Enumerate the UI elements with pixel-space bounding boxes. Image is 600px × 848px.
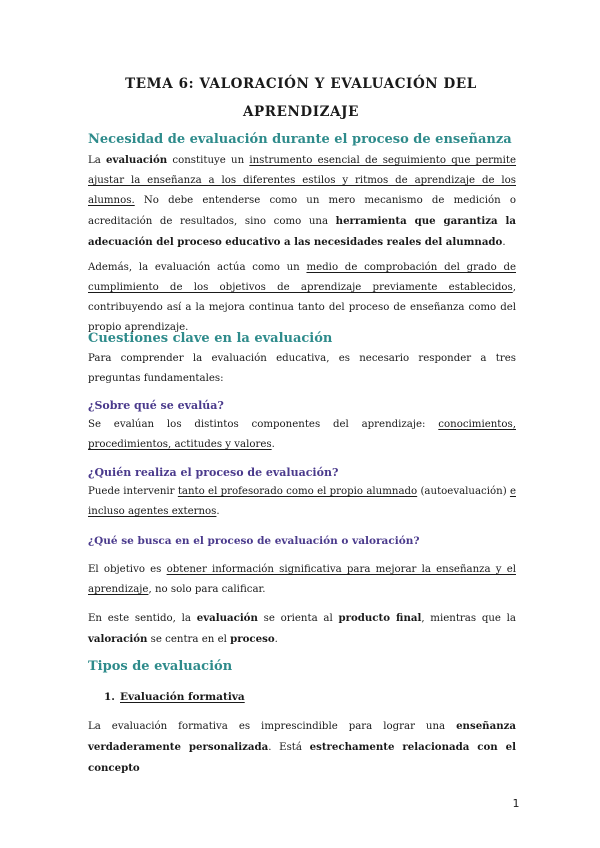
text: No debe entenderse como un mero mecanismo de medición o acreditación de resultados, sino como una (88, 195, 516, 227)
text: , mientras que la (421, 613, 517, 624)
underlined-text: instrumento esencial de seguimiento que permite ajustar la enseñanza a los diferentes estilos y ritmos de aprendizaje de los alumnos. (88, 155, 517, 206)
paragraph-que-se-busca (88, 560, 516, 600)
section-heading-cuestiones: Cuestiones clave en la evaluación (88, 331, 333, 346)
text: . (271, 439, 275, 450)
text: , no solo para calificar. (148, 584, 266, 595)
document-title (88, 74, 514, 123)
list-item-evaluacion-formativa (104, 689, 504, 705)
text: Además, la evaluación actúa como un (88, 262, 307, 273)
title-line-2: APRENDIZAJE (242, 104, 360, 120)
underlined-text: tanto el profesorado como el propio alumnado (177, 486, 418, 497)
bold-text: enseñanza verdaderamente personalizada (88, 720, 516, 753)
paragraph-evaluacion-instrumento (88, 150, 516, 253)
question-heading-que-se-busca: ¿Qué se busca en el proceso de evaluación o valoración? (88, 535, 420, 547)
text: constituye un (167, 155, 250, 166)
paragraph-evaluacion-comprobacion (88, 258, 516, 338)
text: En este sentido, la (88, 613, 197, 624)
text: . (274, 634, 278, 645)
text: se centra en el (147, 634, 231, 645)
section-heading-necesidad: Necesidad de evaluación durante el proceso de enseñanza (88, 132, 512, 147)
question-heading-quien: ¿Quién realiza el proceso de evaluación? (88, 466, 339, 479)
paragraph-sobre-que (88, 415, 516, 455)
text: . (216, 506, 220, 517)
bold-text: producto final (338, 612, 422, 624)
bold-text: evaluación (106, 154, 168, 166)
paragraph-evaluacion-valoracion (88, 608, 516, 650)
text: , contribuyendo así a la mejora continua tanto del proceso de enseñanza como del propio aprendizaje. (88, 282, 516, 333)
text: se orienta al (257, 613, 339, 624)
underlined-text: medio de comprobación del grado de cumplimiento de los objetivos de aprendizaje previamente establecidos (88, 262, 516, 293)
text: El objetivo es (88, 564, 167, 575)
text: La evaluación formativa es imprescindible para lograr una (88, 721, 457, 732)
text: (autoevaluación) (417, 486, 510, 497)
paragraph-evaluacion-formativa (88, 716, 516, 779)
bold-text: valoración (88, 633, 148, 645)
list-number: 1. (104, 691, 115, 703)
text: Puede intervenir (88, 486, 178, 497)
list-item-label: Evaluación formativa (120, 691, 245, 703)
section-heading-tipos: Tipos de evaluación (88, 659, 233, 674)
text: La (88, 155, 107, 166)
bold-text: estrechamente relacionada con el concepto (88, 741, 516, 774)
question-heading-sobre-que: ¿Sobre qué se evalúa? (88, 399, 224, 412)
paragraph-quien (88, 482, 516, 522)
text: Se evalúan los distintos componentes del aprendizaje: (88, 419, 439, 430)
underlined-text: obtener información significativa para mejorar la enseñanza y el aprendizaje (88, 564, 516, 595)
underlined-text: conocimientos, procedimientos, actitudes y valores (88, 419, 516, 450)
underlined-text: e incluso agentes externos (88, 486, 516, 517)
paragraph-cuestiones-intro: Para comprender la evaluación educativa, es necesario responder a tres preguntas fundamentales: (88, 353, 516, 384)
text: . Está (268, 742, 310, 753)
page-number: 1 (512, 797, 520, 810)
title-line-1: TEMA 6: VALORACIÓN Y EVALUACIÓN DEL (125, 76, 477, 92)
text: . (502, 237, 506, 248)
bold-text: herramienta que garantiza la adecuación del proceso educativo a las necesidades reales del alumnado (88, 215, 516, 248)
bold-text: evaluación (196, 612, 258, 624)
bold-text: proceso (230, 633, 275, 645)
